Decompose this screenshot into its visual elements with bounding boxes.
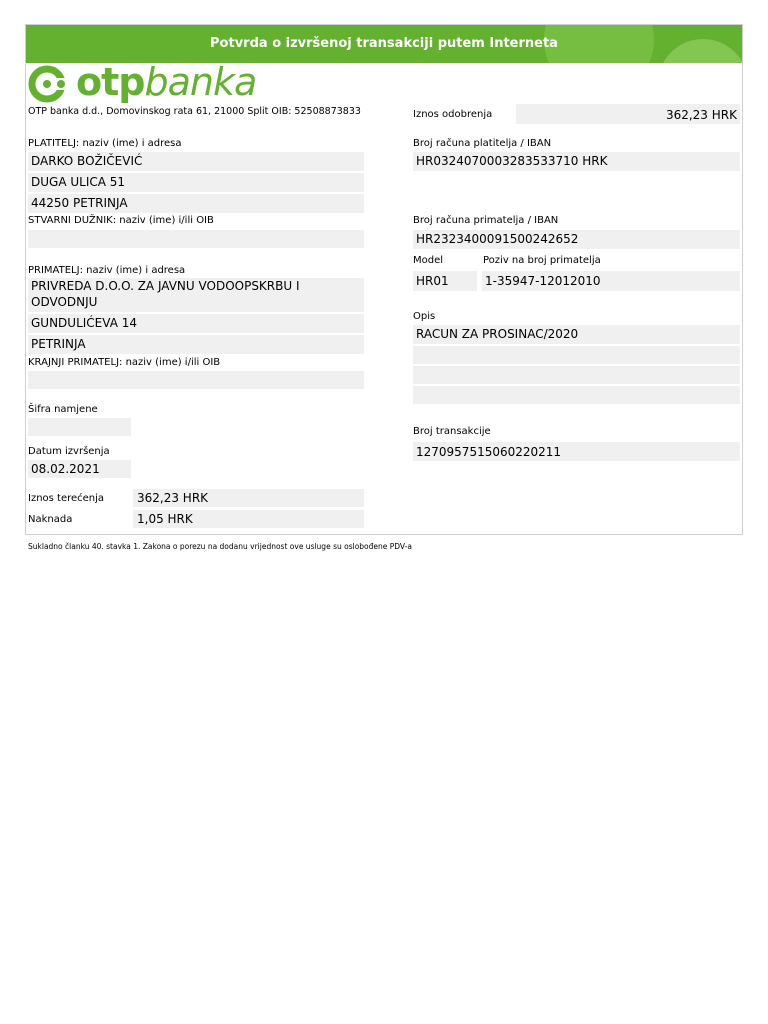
primatelj-label: PRIMATELJ: naziv (ime) i adresa [28, 265, 186, 276]
stvarni-duznik-field [28, 230, 364, 248]
platitelj-label: PLATITELJ: naziv (ime) i adresa [28, 138, 182, 149]
model-value: HR01 [416, 274, 449, 288]
primatelj-name-line2: ODVODNJU [31, 295, 98, 309]
platitelj-street: DUGA ULICA 51 [31, 175, 126, 189]
poziv-label: Poziv na broj primatelja [483, 255, 601, 266]
naknada-value: 1,05 HRK [137, 512, 193, 526]
platitelj-name: DARKO BOŽIČEVIĆ [31, 154, 143, 168]
page-title: Potvrda o izvršenoj transakciji putem Interneta [210, 36, 558, 51]
model-label: Model [413, 255, 444, 266]
naknada-label: Naknada [28, 514, 73, 525]
iznos-odobrenja-label: Iznos odobrenja [413, 109, 493, 120]
sifra-namjene-field [28, 418, 131, 436]
poziv-value: 1-35947-12012010 [485, 274, 601, 288]
krajnji-primatelj-field [28, 371, 364, 389]
primatelj-city: PETRINJA [31, 337, 86, 351]
opis-value: RACUN ZA PROSINAC/2020 [416, 327, 579, 341]
logo-otp: otp [76, 60, 145, 104]
broj-transakcije-label: Broj transakcije [413, 426, 491, 437]
bank-logo-text [76, 62, 256, 102]
primatelj-street: GUNDULIĆEVA 14 [31, 316, 138, 330]
opis-label: Opis [413, 311, 436, 322]
krajnji-primatelj-label: KRAJNJI PRIMATELJ: naziv (ime) i/ili OIB [28, 357, 221, 368]
platitelj-city: 44250 PETRINJA [31, 196, 128, 210]
primatelj-name-line1: PRIVREDA D.O.O. ZA JAVNU VODOOPSKRBU I [31, 279, 300, 293]
iznos-terecenja-value: 362,23 HRK [137, 491, 209, 505]
datum-label: Datum izvršenja [28, 446, 110, 457]
racun-platitelja-label: Broj računa platitelja / IBAN [413, 138, 552, 149]
datum-value: 08.02.2021 [31, 462, 100, 476]
otp-logo-icon [28, 64, 72, 104]
opis-field-line4 [413, 386, 740, 404]
racun-platitelja-value: HR0324070003283533710 HRK [416, 154, 608, 168]
iznos-odobrenja-value: 362,23 HRK [665, 108, 737, 122]
iznos-terecenja-label: Iznos terećenja [28, 493, 105, 504]
stvarni-duznik-label: STVARNI DUŽNIK: naziv (ime) i/ili OIB [28, 215, 214, 226]
logo-banka: banka [144, 60, 257, 104]
footnote: Sukladno članku 40. stavka 1. Zakona o porezu na dodanu vrijednost ove usluge su oslobođene PDV-a [28, 542, 412, 551]
header-bar [26, 25, 742, 63]
bank-address: OTP banka d.d., Domovinskog rata 61, 21000 Split OIB: 52508873833 [28, 106, 361, 117]
opis-field-line3 [413, 366, 740, 384]
sifra-namjene-label: Šifra namjene [28, 404, 98, 415]
racun-primatelja-value: HR2323400091500242652 [416, 232, 579, 246]
opis-field-line2 [413, 346, 740, 364]
racun-primatelja-label: Broj računa primatelja / IBAN [413, 215, 559, 226]
broj-transakcije-value: 1270957515060220211 [416, 445, 562, 459]
